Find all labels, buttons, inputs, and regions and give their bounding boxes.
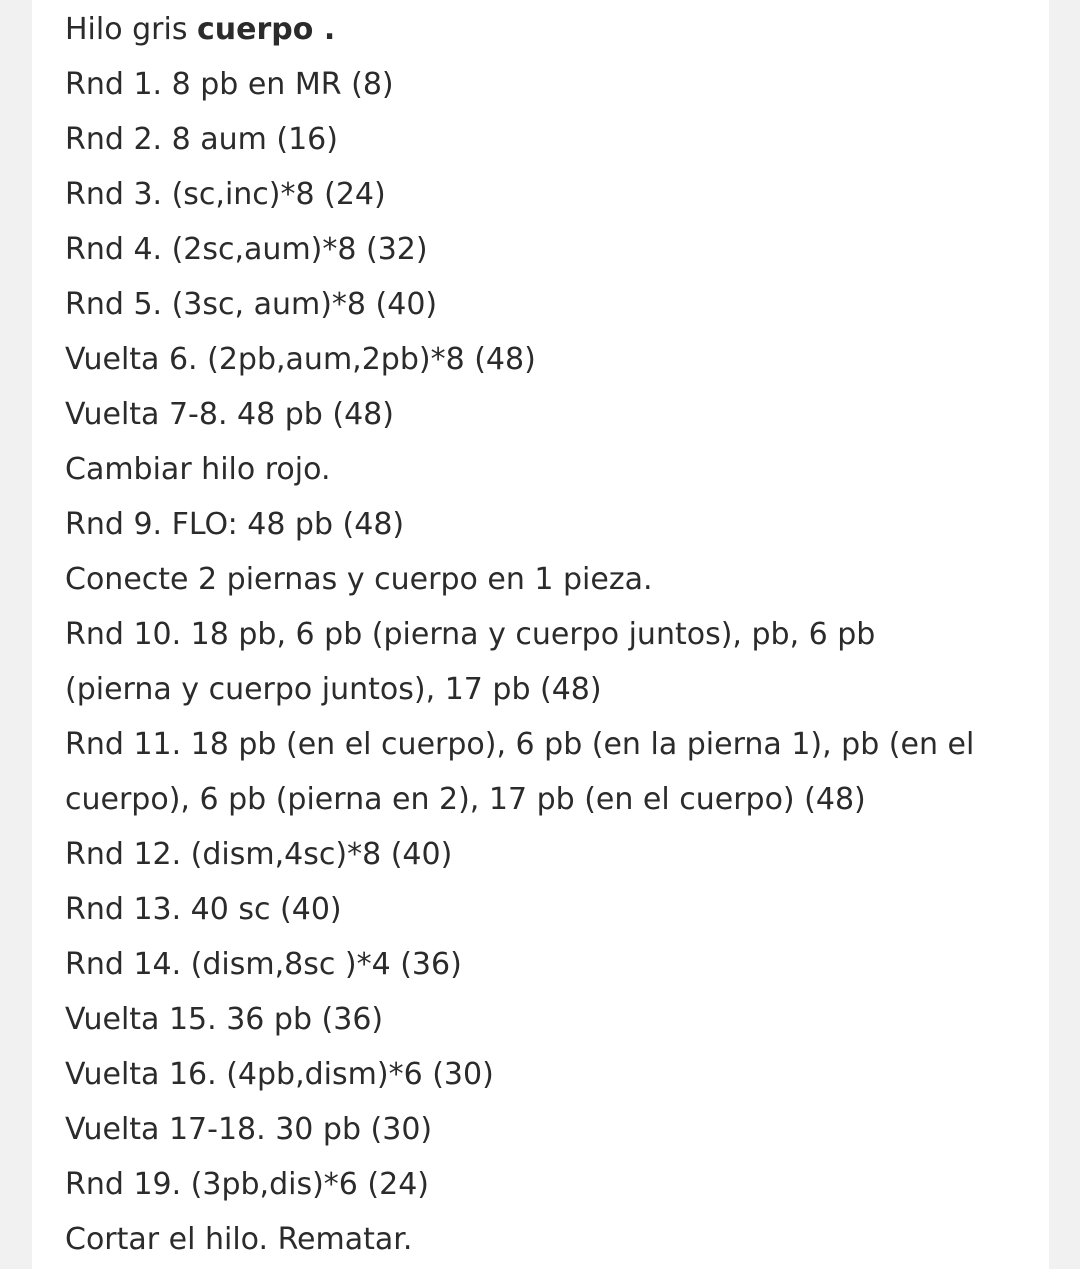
pattern-line: Cambiar hilo rojo. [65, 452, 331, 487]
pattern-line: Vuelta 17-18. 30 pb (30) [65, 1112, 433, 1147]
pattern-line: Rnd 10. 18 pb, 6 pb (pierna y cuerpo juntos), pb, 6 pb [65, 617, 876, 652]
pattern-line: Rnd 14. (dism,8sc )*4 (36) [65, 947, 462, 982]
heading-prefix: Hilo gris [65, 12, 188, 47]
pattern-line: (pierna y cuerpo juntos), 17 pb (48) [65, 672, 602, 707]
pattern-line: Cortar el hilo. Rematar. [65, 1222, 413, 1257]
pattern-line: Rnd 5. (3sc, aum)*8 (40) [65, 287, 438, 322]
pattern-line: Rnd 1. 8 pb en MR (8) [65, 67, 394, 102]
pattern-line: Rnd 4. (2sc,aum)*8 (32) [65, 232, 428, 267]
pattern-line: Conecte 2 piernas y cuerpo en 1 pieza. [65, 562, 653, 597]
pattern-line: Vuelta 6. (2pb,aum,2pb)*8 (48) [65, 342, 536, 377]
pattern-line: Rnd 2. 8 aum (16) [65, 122, 338, 157]
pattern-line: Rnd 11. 18 pb (en el cuerpo), 6 pb (en la pierna 1), pb (en el [65, 727, 975, 762]
pattern-line: cuerpo), 6 pb (pierna en 2), 17 pb (en el cuerpo) (48) [65, 782, 866, 817]
heading-bold: cuerpo . [197, 12, 336, 47]
document-page [32, 0, 1049, 1269]
pattern-line: Vuelta 16. (4pb,dism)*6 (30) [65, 1057, 494, 1092]
pattern-heading [65, 2, 1025, 57]
pattern-text [65, 0, 1025, 1265]
pattern-line: Vuelta 7-8. 48 pb (48) [65, 397, 394, 432]
pattern-line: Rnd 19. (3pb,dis)*6 (24) [65, 1167, 430, 1202]
pattern-line: Rnd 3. (sc,inc)*8 (24) [65, 177, 386, 212]
pattern-line: Vuelta 15. 36 pb (36) [65, 1002, 384, 1037]
pattern-line: Rnd 12. (dism,4sc)*8 (40) [65, 837, 453, 872]
pattern-line: Rnd 9. FLO: 48 pb (48) [65, 507, 405, 542]
pattern-line: Rnd 13. 40 sc (40) [65, 892, 342, 927]
